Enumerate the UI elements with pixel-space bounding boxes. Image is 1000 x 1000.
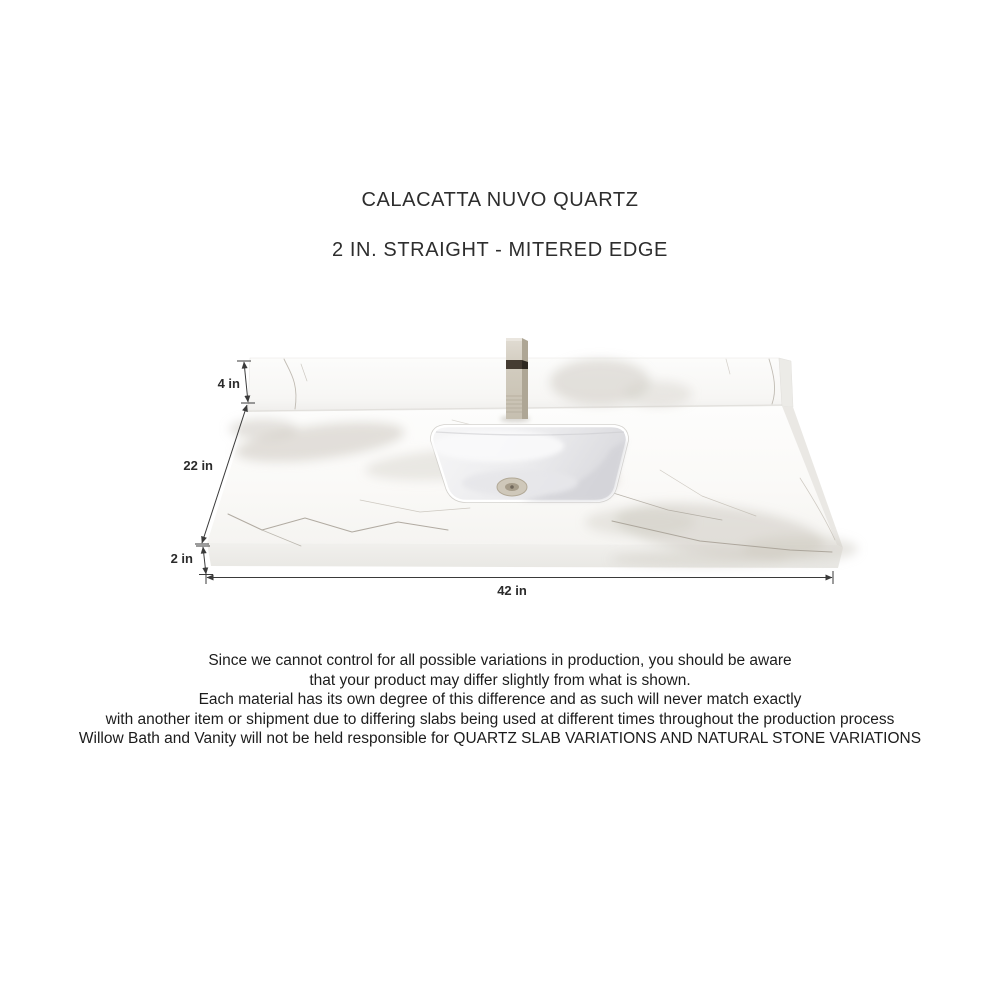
disclaimer-line: that your product may differ slightly from what is shown.: [309, 671, 691, 689]
faucet-top-cap: [506, 338, 522, 341]
faucet-spout-band: [506, 360, 522, 369]
disclaimer-line: Since we cannot control for all possible variations in production, you should be aware: [208, 652, 792, 669]
disclaimer-line: Willow Bath and Vanity will not be held responsible for QUARTZ SLAB VARIATIONS AND NATURAL STONE VARIATIONS: [78, 730, 922, 748]
dim-2in-label: 2 in: [170, 551, 193, 566]
dim-4in-label: 4 in: [217, 376, 240, 391]
sink-drain-hole: [510, 485, 514, 489]
faucet-body: [506, 338, 522, 419]
dim-22in-label: 22 in: [183, 458, 213, 473]
sink: [432, 426, 627, 501]
disclaimer-line: with another item or shipment due to differing slabs being used at different times throughout the production process: [105, 710, 895, 728]
edge-subtitle: 2 IN. STRAIGHT - MITERED EDGE: [332, 239, 668, 261]
page-title: CALACATTA NUVO QUARTZ: [361, 189, 639, 211]
dim-2in-line: [203, 547, 206, 574]
dim-42in-label: 42 in: [497, 583, 527, 598]
disclaimer-text: [0, 651, 1000, 749]
faucet-body-side: [522, 338, 528, 419]
disclaimer-line: Each material has its own degree of this difference and as such will never match exactly: [198, 691, 802, 709]
dim-4in-line: [244, 362, 248, 402]
